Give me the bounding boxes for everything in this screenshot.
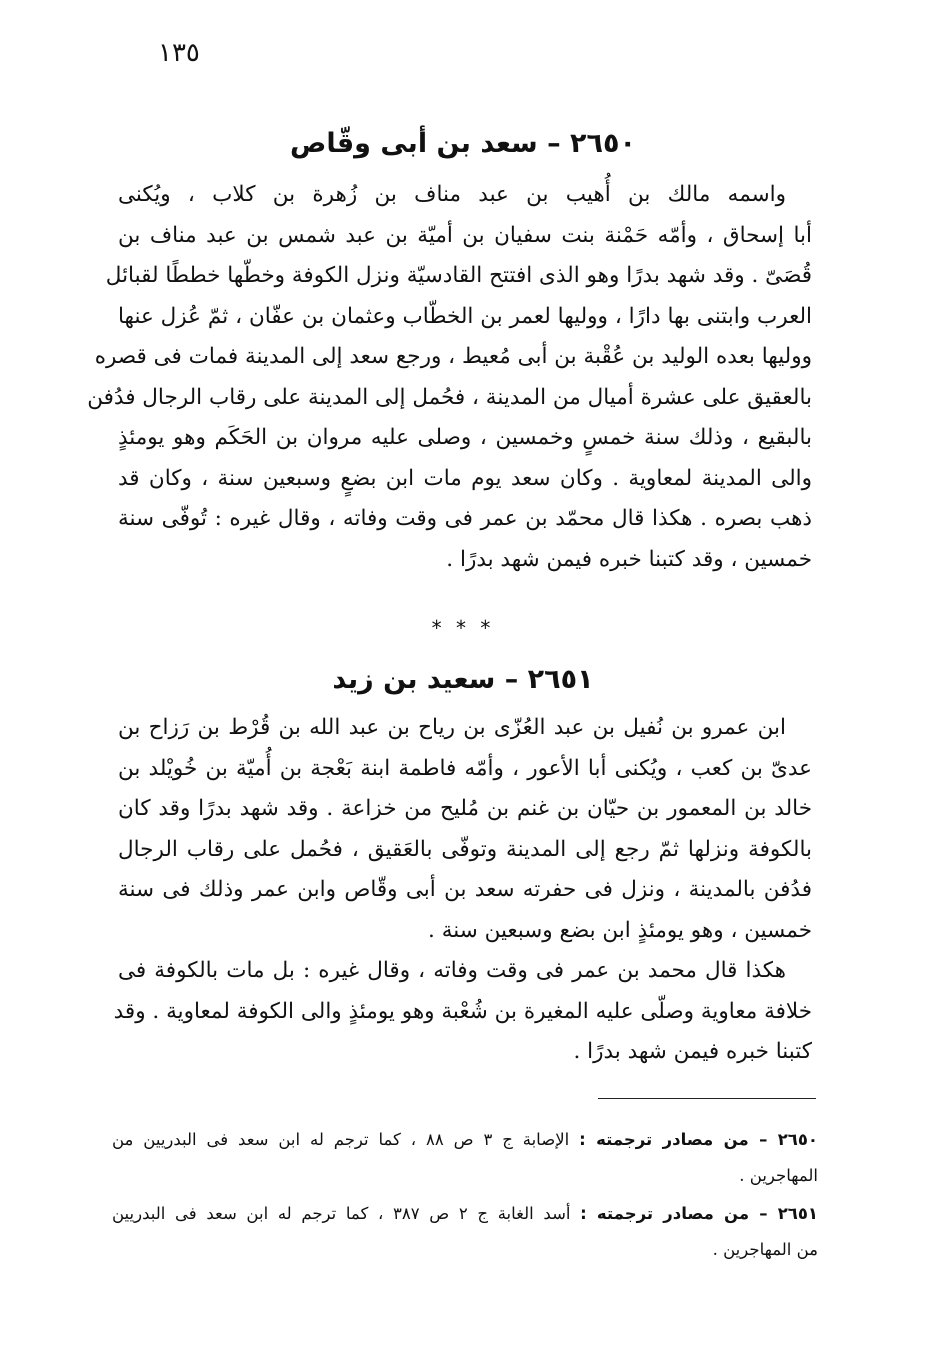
footnote-text: المهاجرين . xyxy=(739,1166,818,1185)
text-line: بالكوفة ونزلها ثمّ رجع إلى المدينة وتوفّى بالعَقيق ، فحُمل على رقاب الرجال xyxy=(118,836,812,862)
footnote-label: ٢٦٥٠ – من مصادر ترجمته : xyxy=(579,1130,818,1149)
text-line: ذهب بصره . هكذا قال محمّد بن عمر فى وقت وفاته ، وقال غيره : تُوفّى سنة xyxy=(118,506,812,531)
text-line: خمسين ، وقد كتبنا خبره فيمن شهد بدرًا . xyxy=(446,546,812,572)
text-line: قُصَىّ . وقد شهد بدرًا وهو الذى افتتح القادسيّة ونزل الكوفة وخطّها خططًا لقبائل xyxy=(105,263,812,288)
footnote-text: أسد الغابة ج ٢ ص ٣٨٧ ، كما ترجم له ابن سعد فى البدريين xyxy=(112,1204,581,1223)
text-line: بالبقيع ، وذلك سنة خمسٍ وخمسين ، وصلى عليه مروان بن الحَكَم وهو يومئذٍ xyxy=(118,425,812,450)
text-line: بالعقيق على عشرة أميال من المدينة ، فحُمل إلى المدينة على رقاب الرجال فدُفن xyxy=(87,384,812,410)
footnote-2650-line xyxy=(112,1122,818,1158)
footnote-divider xyxy=(598,1098,816,1099)
footnote-text: الإصابة ج ٣ ص ٨٨ ، كما ترجم له ابن سعد فى البدريين من xyxy=(112,1130,580,1149)
text-line: فدُفن بالمدينة ، ونزل فى حفرته سعد بن أبى وقّاص وابن عمر وذلك فى سنة xyxy=(118,877,812,902)
text-line: ووليها بعده الوليد بن عُقْبة بن أبى مُعيط ، ورجع سعد إلى المدينة فمات فى قصره xyxy=(94,344,812,369)
text-line: خالد بن المعمور بن حيّان بن غنم بن مُليح من خزاعة . وقد شهد بدرًا وقد كان xyxy=(118,796,812,821)
page-number: ١٣٥ xyxy=(158,38,200,68)
footnotes xyxy=(112,1122,818,1270)
text-line: والى المدينة لمعاوية . وكان سعد يوم مات ابن بضعٍ وسبعين سنة ، وكان قد xyxy=(118,465,812,491)
footnote-text: من المهاجرين . xyxy=(712,1240,818,1259)
text-line: هكذا قال محمد بن عمر فى وقت وفاته ، وقال غيره : بل مات بالكوفة فى xyxy=(118,958,786,983)
entry-body-2651 xyxy=(113,708,812,1073)
text-line: خلافة معاوية وصلّى عليه المغيرة بن شُعْبة وهو يومئذٍ والى الكوفة لمعاوية . وقد xyxy=(113,998,812,1024)
text-line: أبا إسحاق ، وأمّه حَمْنة بنت سفيان بن أميّة بن عبد شمس بن عبد مناف بن xyxy=(118,222,812,248)
entry-heading-2650: ٢٦٥٠ – سعد بن أبى وقّاص xyxy=(290,128,636,159)
section-separator: * * * xyxy=(431,616,495,640)
text-line: خمسين ، وهو يومئذٍ ابن بضع وسبعين سنة . xyxy=(428,917,812,943)
footnote-label: ٢٦٥١ – من مصادر ترجمته : xyxy=(580,1204,818,1223)
text-line: واسمه مالك بن أُهيب بن عبد مناف بن زُهرة بن كلاب ، ويُكنى xyxy=(118,182,786,207)
text-line: العرب وابتنى بها دارًا ، ووليها لعمر بن الخطّاب وعثمان بن عفّان ، ثمّ عُزل عنها xyxy=(118,303,812,329)
text-line: كتبنا خبره فيمن شهد بدرًا . xyxy=(573,1039,812,1064)
footnote-2651-line xyxy=(112,1196,818,1232)
entry-heading-2651: ٢٦٥١ – سعيد بن زيد xyxy=(332,664,594,695)
text-line: عدىّ بن كعب ، ويُكنى أبا الأعور ، وأمّه فاطمة ابنة بَعْجة بن أُميّة بن خُويْلد بن xyxy=(118,755,812,781)
text-line: ابن عمرو بن نُفيل بن عبد العُزّى بن رياح بن عبد الله بن قُرْط بن رَزاح بن xyxy=(118,715,786,740)
entry-body-2650 xyxy=(87,175,812,580)
